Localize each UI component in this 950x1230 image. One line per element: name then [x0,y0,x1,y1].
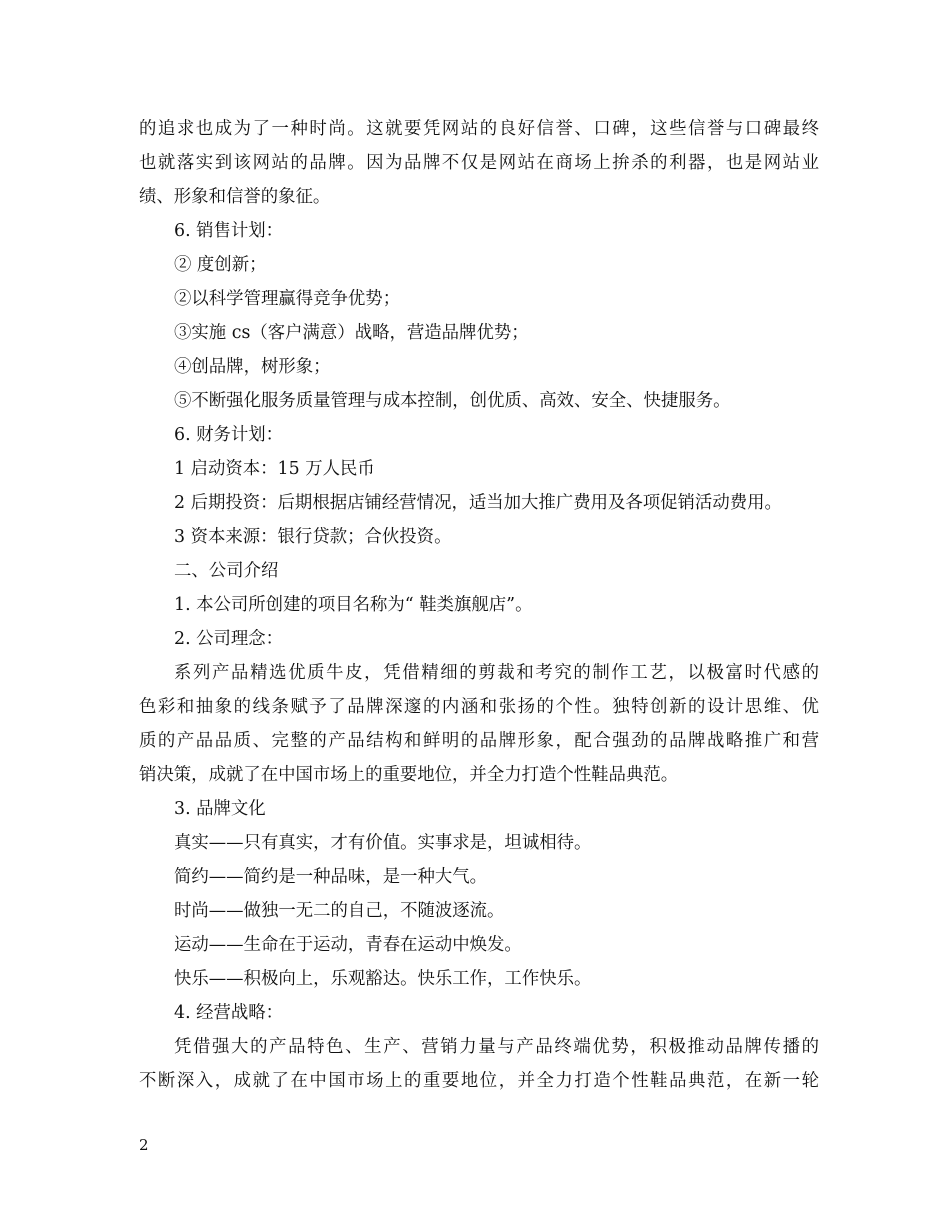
list-item: 1. 本公司所创建的项目名称为“ 鞋类旗舰店”。 [174,595,533,615]
paragraph-line: 销决策，成就了在中国市场上的重要地位，并全力打造个性鞋品典范。 [139,765,679,785]
list-item: ③实施 cs（客户满意）战略，营造品牌优势； [174,323,529,343]
list-item: 时尚——做独一无二的自己，不随波逐流。 [174,901,505,921]
document-body [139,112,819,1098]
paragraph-line: 不断深入，成就了在中国市场上的重要地位，并全力打造个性鞋品典范，在新一轮 [139,1071,819,1091]
section-heading: 2. 公司理念： [174,629,284,649]
list-item: 2 后期投资：后期根据店铺经营情况，适当加大推广费用及各项促销活动费用。 [174,493,782,513]
list-item: ② 度创新； [174,255,267,275]
page-number: 2 [139,1136,149,1154]
list-item: ②以科学管理赢得竞争优势； [174,289,401,309]
list-item: 3 资本来源：银行贷款；合伙投资。 [174,527,452,547]
paragraph-line: 的追求也成为了一种时尚。这就要凭网站的良好信誉、口碑，这些信誉与口碑最终 [139,119,819,139]
list-item: 真实——只有真实，才有价值。实事求是，坦诚相待。 [174,833,592,853]
paragraph-line: 也就落实到该网站的品牌。因为品牌不仅是网站在商场上拚杀的利器，也是网站业 [139,153,819,173]
list-item: 1 启动资本：15 万人民币 [174,459,375,479]
paragraph-line: 色彩和抽象的线条赋予了品牌深邃的内涵和张扬的个性。独特创新的设计思维、优 [139,697,819,717]
section-heading: 6. 财务计划： [174,425,284,445]
list-item: 运动——生命在于运动，青春在运动中焕发。 [174,935,522,955]
section-heading: 二、公司介绍 [174,561,279,581]
paragraph-line: 系列产品精选优质牛皮，凭借精细的剪裁和考究的制作工艺，以极富时代感的 [174,663,819,683]
list-item: 简约——简约是一种品味，是一种大气。 [174,867,488,887]
section-heading: 3. 品牌文化 [174,799,266,819]
paragraph-line: 凭借强大的产品特色、生产、营销力量与产品终端优势，积极推动品牌传播的 [174,1037,819,1057]
list-item: ④创品牌，树形象； [174,357,331,377]
paragraph-line: 绩、形象和信誉的象征。 [139,187,331,207]
paragraph-line: 质的产品品质、完整的产品结构和鲜明的品牌形象，配合强劲的品牌战略推广和营 [139,731,819,751]
list-item: ⑤不断强化服务质量管理与成本控制，创优质、高效、安全、快捷服务。 [174,391,731,411]
list-item: 快乐——积极向上，乐观豁达。快乐工作，工作快乐。 [174,969,592,989]
section-heading: 6. 销售计划： [174,221,284,241]
section-heading: 4. 经营战略： [174,1003,284,1023]
